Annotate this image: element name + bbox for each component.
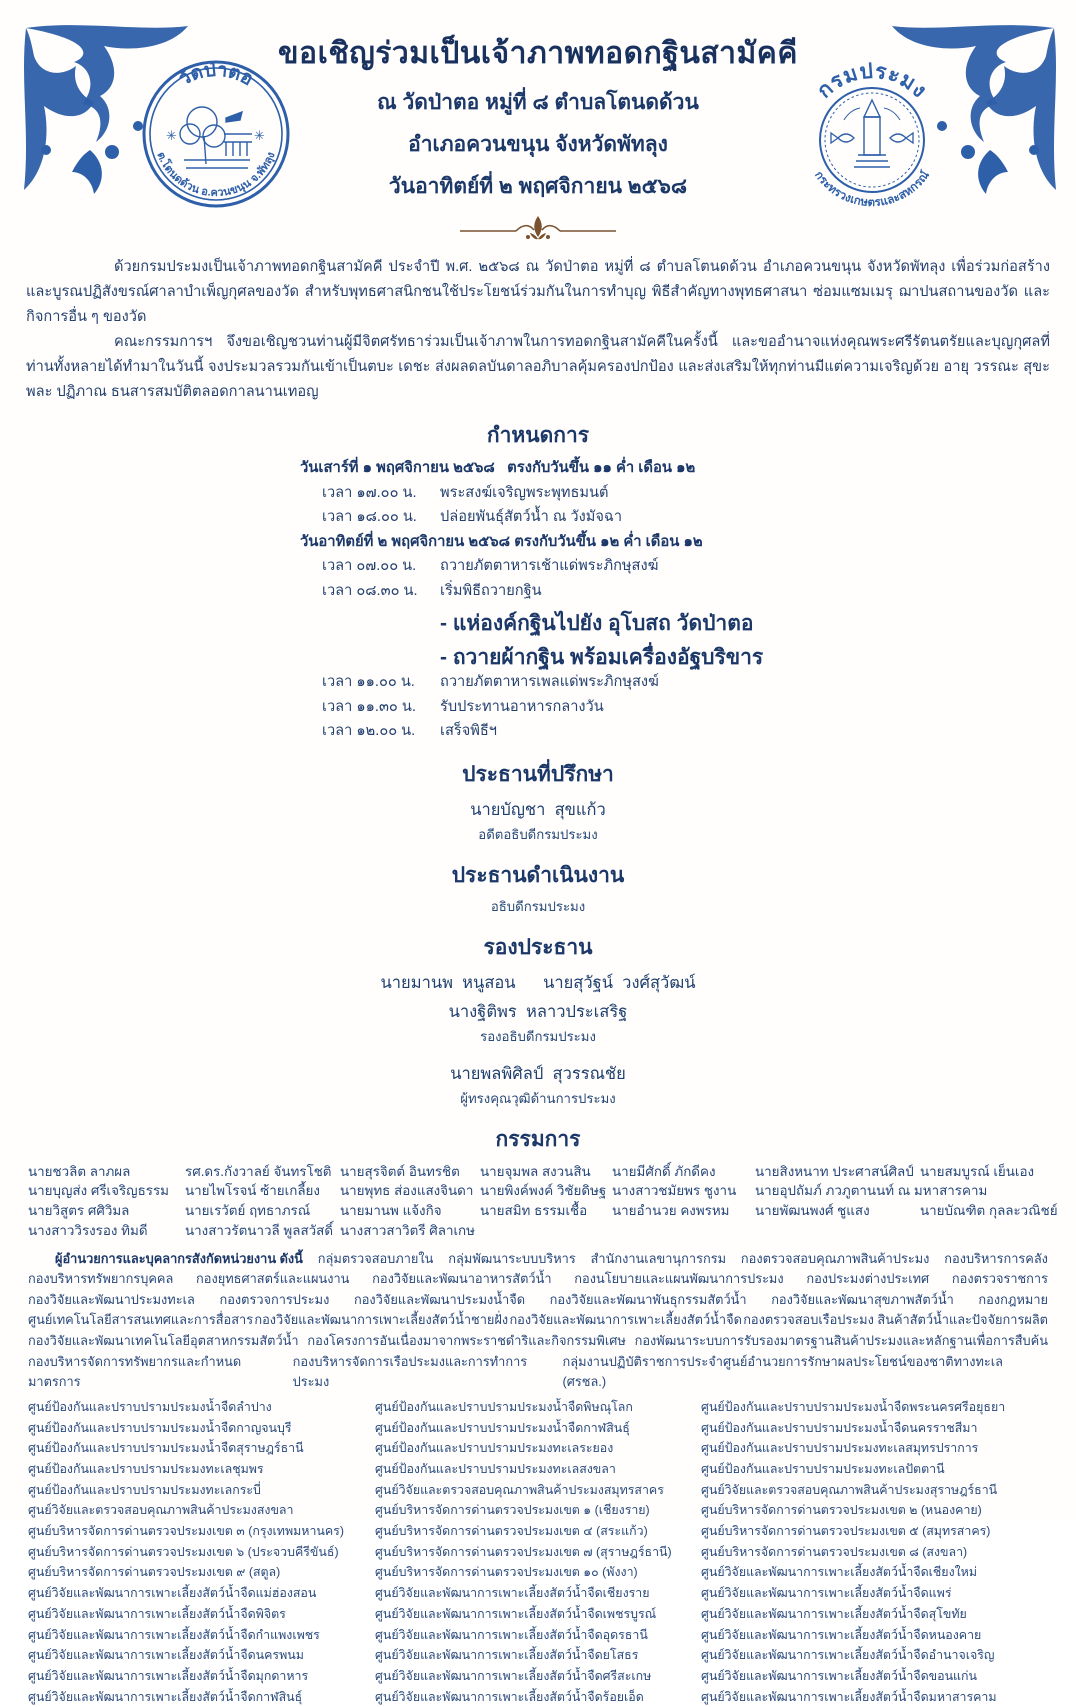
unit-name: กองบริหารทรัพยากรบุคคล	[28, 1271, 174, 1287]
center-name: ศูนย์วิจัยและพัฒนาการเพาะเลี้ยงสัตว์น้ำจืดอุดรธานี	[375, 1627, 648, 1642]
schedule-row	[300, 554, 1076, 579]
unit-name: กองตรวจการประมง	[219, 1291, 330, 1307]
schedule-activity: เสร็จพิธีฯ	[440, 723, 498, 739]
svg-text:วัดป่าตอ: วัดป่าตอ	[175, 59, 257, 91]
schedule-day-header: วันเสาร์ที่ ๑ พฤศจิกายน ๒๕๖๘ ตรงกับวันขึ้น ๑๑ ค่ำ เดือน ๑๒	[300, 460, 696, 476]
district-line: อำเภอควนขนุน จังหวัดพัทลุง	[408, 133, 668, 156]
unit-name: กองวิจัยและพัฒนาประมงน้ำจืด	[353, 1291, 526, 1307]
chair-role: อธิบดีกรมประมง	[490, 898, 586, 914]
unit-name: กองตรวจสอบเรือประมง สินค้าสัตว์น้ำและปัจจัยการผลิต	[743, 1312, 1048, 1328]
center-name: ศูนย์ป้องกันและปราบปรามประมงทะเลชุมพร	[28, 1461, 264, 1476]
committee-member: นายพัฒนพงศ์ ชูแสง	[755, 1203, 870, 1219]
schedule-activity: พระสงฆ์เจริญพระพุทธมนต์	[440, 484, 609, 501]
committee-member: นายวิสูตร ศศิวิมล	[28, 1203, 130, 1219]
committee-empty-cell	[612, 1221, 755, 1241]
venue-line: ณ วัดป่าตอ หมู่ที่ ๘ ตำบลโตนดด้วน	[377, 91, 699, 114]
center-name: ศูนย์ป้องกันและปราบปรามประมงน้ำจืดลำปาง	[28, 1399, 272, 1414]
unit-name: กองนโยบายและแผนพัฒนาการประมง	[574, 1271, 784, 1287]
committee-member: นายมีศักดิ์ ภักดีคง	[612, 1163, 716, 1179]
vice-chair-names-1: นายมานพ หนูสอน นายสุวัฐน์ วงศ์สุวัฒน์	[380, 973, 696, 992]
center-name: ศูนย์บริหารจัดการด่านตรวจประมงเขต ๓ (กรุงเทพมหานคร)	[28, 1524, 344, 1539]
committee-member: นายเรวัตย์ ฤทธาภรณ์	[185, 1203, 311, 1219]
center-name: ศูนย์ป้องกันและปราบปรามประมงทะเลปัตตานี	[701, 1461, 945, 1476]
schedule-heading: กำหนดการ	[486, 424, 590, 447]
center-name: ศูนย์วิจัยและพัฒนาการเพาะเลี้ยงสัตว์น้ำจืดหนองคาย	[701, 1627, 982, 1642]
schedule-time: เวลา ๑๑.๓๐ น.	[322, 698, 416, 715]
schedule-sub-row	[300, 612, 1076, 637]
committee-member: นายสิงหนาท ประศาสน์ศิลป์	[755, 1163, 914, 1179]
committee-member: นายบัณฑิต กุลละวณิชย์	[920, 1203, 1058, 1219]
committee-member: นายไพโรจน์ ซ้ายเกลี้ยง	[185, 1183, 320, 1199]
svg-text:กระทรวงเกษตรและสหกรณ์: กระทรวงเกษตรและสหกรณ์	[812, 169, 932, 210]
center-name: ศูนย์ป้องกันและปราบปรามประมงน้ำจืดนครราชสีมา	[701, 1420, 978, 1435]
center-name: ศูนย์ป้องกันและปราบปรามประมงน้ำจืดพระนครศรีอยุธยา	[701, 1399, 1006, 1414]
unit-name: กองวิจัยและพัฒนาพันธุกรรมสัตว์น้ำ	[549, 1291, 747, 1307]
center-name: ศูนย์ป้องกันและปราบปรามประมงทะเลสมุทรปราการ	[701, 1441, 979, 1456]
center-name: ศูนย์วิจัยและพัฒนาการเพาะเลี้ยงสัตว์น้ำจืดเพชรบูรณ์	[375, 1606, 657, 1621]
schedule-activity: ปล่อยพันธุ์สัตว์น้ำ ณ วังมัจฉา	[440, 509, 623, 525]
committee-member: นางสาวสาวิตรี ศิลาเกษ	[340, 1222, 475, 1238]
schedule-time: เวลา ๑๒.๐๐ น.	[322, 723, 416, 739]
unit-name: สำนักงานเลขานุการกรม	[590, 1250, 727, 1266]
committee-member: นายอำนวย คงพรหม	[612, 1203, 730, 1219]
unit-name: กองตรวจสอบคุณภาพสินค้าประมง	[740, 1250, 930, 1266]
svg-text:✳: ✳	[254, 128, 265, 143]
center-name: ศูนย์วิจัยและพัฒนาการเพาะเลี้ยงสัตว์น้ำจืดขอนแก่น	[701, 1668, 978, 1683]
vice-chair-names-2: นางฐิติพร หลาวประเสริฐ	[448, 1002, 628, 1021]
unit-name: กองโครงการอันเนื่องมาจากพระราชดำริและกิจกรรมพิเศษ	[307, 1333, 626, 1349]
committee-member: นายมานพ แจ้งกิจ	[340, 1203, 442, 1219]
unit-name: กลุ่มงานปฏิบัติราชการประจำศูนย์อำนวยการรักษาผลประโยชน์ของชาติทางทะเล (ศรชล.)	[562, 1353, 1003, 1390]
center-name: ศูนย์วิจัยและพัฒนาการเพาะเลี้ยงสัตว์น้ำจืดศรีสะเกษ	[375, 1668, 652, 1683]
unit-line	[28, 1310, 1048, 1331]
unit-name: กองบริหารจัดการเรือประมงและการทำการประมง	[292, 1353, 528, 1390]
unit-line	[28, 1269, 1048, 1290]
committee-member: นายจุมพล สงวนสิน	[480, 1163, 591, 1179]
unit-name: ศูนย์เทคโนโลยีสารสนเทศและการสื่อสาร	[28, 1312, 254, 1328]
schedule-row	[300, 481, 1076, 506]
unit-name: กองพัฒนาระบบการรับรองมาตรฐานสินค้าประมงและหลักฐานเพื่อการสืบค้น	[634, 1333, 1048, 1349]
committee-member: รศ.ดร.กังวาลย์ จันทรโชติ	[185, 1163, 332, 1179]
committee-empty-cell	[480, 1221, 612, 1241]
center-name: ศูนย์วิจัยและพัฒนาการเพาะเลี้ยงสัตว์น้ำจืดสุโขทัย	[701, 1606, 967, 1621]
unit-line	[28, 1352, 1048, 1393]
unit-name: กองกฎหมาย	[978, 1291, 1048, 1307]
center-name: ศูนย์บริหารจัดการด่านตรวจประมงเขต ๙ (สตูล)	[28, 1565, 281, 1580]
schedule-sub-activity: - แห่องค์กฐินไปยัง อุโบสถ วัดป่าตอ	[440, 612, 754, 635]
unit-name: กองยุทธศาสตร์และแผนงาน	[196, 1271, 350, 1287]
unit-directors-list	[28, 1249, 1048, 1393]
center-name: ศูนย์บริหารจัดการด่านตรวจประมงเขต ๔ (สระแก้ว)	[375, 1524, 648, 1539]
unit-name: กองประมงต่างประเทศ	[806, 1271, 930, 1287]
schedule-row	[300, 670, 1076, 695]
schedule-time-spacer	[322, 646, 440, 671]
center-name: ศูนย์บริหารจัดการด่านตรวจประมงเขต ๗ (สุราษฎร์ธานี)	[375, 1544, 672, 1559]
center-name: ศูนย์วิจัยและพัฒนาการเพาะเลี้ยงสัตว์น้ำจืดร้อยเอ็ด	[375, 1689, 644, 1704]
unit-name: กองวิจัยและพัฒนาสุขภาพสัตว์น้ำ	[771, 1291, 954, 1307]
ornamental-divider-icon	[458, 213, 618, 243]
unit-name: กองวิจัยและพัฒนาประมงทะเล	[28, 1291, 195, 1307]
center-name: ศูนย์บริหารจัดการด่านตรวจประมงเขต ๖ (ประจวบคีรีขันธ์)	[28, 1544, 339, 1559]
committee-empty-cell	[755, 1221, 920, 1241]
committee-grid	[28, 1162, 1076, 1241]
center-name: ศูนย์วิจัยและพัฒนาการเพาะเลี้ยงสัตว์น้ำจืดยโสธร	[375, 1648, 639, 1663]
schedule-time: เวลา ๐๘.๓๐ น.	[322, 582, 418, 599]
committee-member: นายสุรจิตต์ อินทรชิต	[340, 1163, 460, 1179]
committee-member: นายชวลิต ลาภผล	[28, 1163, 131, 1179]
body-paragraphs	[26, 255, 1050, 405]
committee-member: นายพุทธ ส่องแสงจินดา	[340, 1183, 474, 1199]
center-name: ศูนย์ป้องกันและปราบปรามประมงน้ำจืดสุราษฎร์ธานี	[28, 1441, 304, 1456]
schedule-time: เวลา ๑๘.๐๐ น.	[322, 509, 417, 525]
center-name: ศูนย์วิจัยและพัฒนาการเพาะเลี้ยงสัตว์น้ำจืดอำนาจเจริญ	[701, 1648, 995, 1663]
schedule-row	[300, 695, 1076, 720]
unit-name: กองวิจัยและพัฒนาเทคโนโลยีอุตสาหกรรมสัตว์น้ำ	[28, 1333, 299, 1349]
center-name: ศูนย์วิจัยและตรวจสอบคุณภาพสินค้าประมงสุราษฎร์ธานี	[701, 1482, 998, 1497]
committee-member: นางสาวชมัยพร ชูงาน	[612, 1183, 737, 1199]
committee-member: นางสาววิรงรอง ทิมดี	[28, 1222, 148, 1238]
schedule-time: เวลา ๑๗.๐๐ น.	[322, 484, 417, 501]
center-name: ศูนย์ป้องกันและปราบปรามประมงน้ำจืดกาญจนบุรี	[28, 1420, 292, 1435]
center-name: ศูนย์วิจัยและพัฒนาการเพาะเลี้ยงสัตว์น้ำจืดแพร่	[701, 1586, 952, 1601]
schedule-activity: ถวายภัตตาหารเพลแด่พระภิกษุสงฆ์	[440, 674, 659, 690]
schedule-row	[300, 719, 1076, 744]
unit-name: กองบริหารการคลัง	[944, 1250, 1048, 1266]
center-name: ศูนย์วิจัยและพัฒนาการเพาะเลี้ยงสัตว์น้ำจืดพิจิตร	[28, 1606, 286, 1621]
directors-lead: ผู้อำนวยการและบุคลากรสังกัดหน่วยงาน ดังนี้	[55, 1250, 303, 1266]
committee-member: นายสมบูรณ์ เย็นเอง	[920, 1163, 1035, 1179]
intro-paragraph-2: คณะกรรมการฯ จึงขอเชิญชวนท่านผู้มีจิตศรัทธาร่วมเป็นเจ้าภาพในการทอดกฐินสามัคคีในครั้งนี้ และขออำนาจแห่งคุณพระศรีรัตนตรัยและบุญกุศลที่ท่านทั้งหลายได้ทำมาในวันนี้ จงประมวลรวมกันเข้าเป็นตบะ เดชะ ส่งผลดลบันดาลอภิบาลคุ้มครองปกป้อง และส่งเสริมให้ทุกท่านมีแต่ความเจริญด้วย อายุ วรรณะ สุขะ พละ ปฏิภาณ ธนสารสมบัติตลอดกาลนานเทอญ	[26, 334, 1050, 400]
unit-name: กองวิจัยและพัฒนาการเพาะเลี้ยงสัตว์น้ำชายฝั่ง	[254, 1312, 509, 1328]
center-name: ศูนย์วิจัยและพัฒนาการเพาะเลี้ยงสัตว์น้ำจืดเชียงราย	[375, 1586, 650, 1601]
center-name: ศูนย์ป้องกันและปราบปรามประมงทะเลระยอง	[375, 1441, 614, 1456]
schedule-time: เวลา ๑๑.๐๐ น.	[322, 674, 415, 690]
center-name: ศูนย์วิจัยและตรวจสอบคุณภาพสินค้าประมงสงขลา	[28, 1503, 294, 1518]
unit-name: กองวิจัยและพัฒนาอาหารสัตว์น้ำ	[372, 1271, 552, 1287]
intro-paragraph-1: ด้วยกรมประมงเป็นเจ้าภาพทอดกฐินสามัคคี ประจำปี พ.ศ. ๒๕๖๘ ณ วัดป่าตอ หมู่ที่ ๘ ตำบลโตนดด้วน อำเภอควนขนุน จังหวัดพัทลุง เพื่อร่วมก่อสร้างและบูรณปฏิสังขรณ์ศาลาบำเพ็ญกุศลของวัด สำหรับพุทธศาสนิกชนใช้ประโยชน์ร่วมกันในการทำบุญ พิธีสำคัญทางพุทธศาสนา ซ่อมแซมเมรุ ฌาปนสถานของวัด และกิจการอื่น ๆ ของวัด	[26, 259, 1050, 325]
date-line: วันอาทิตย์ที่ ๒ พฤศจิกายน ๒๕๖๘	[388, 175, 688, 198]
unit-name: กองบริหารจัดการทรัพยากรและกำหนดมาตรการ	[28, 1353, 242, 1390]
center-name: ศูนย์บริหารจัดการด่านตรวจประมงเขต ๑ (เชียงราย)	[375, 1503, 650, 1518]
svg-text:กรมประมง: กรมประมง	[812, 59, 932, 103]
schedule-sub-row	[300, 646, 1076, 671]
center-name: ศูนย์วิจัยและพัฒนาการเพาะเลี้ยงสัตว์น้ำจืดกำแพงเพชร	[28, 1627, 320, 1642]
center-name: ศูนย์บริหารจัดการด่านตรวจประมงเขต ๑๐ (พังงา)	[375, 1565, 638, 1580]
chair-heading: ประธานดำเนินงาน	[451, 863, 625, 887]
provincial-centers-grid	[28, 1397, 1076, 1707]
center-name: ศูนย์วิจัยและพัฒนาการเพาะเลี้ยงสัตว์น้ำจืดเชียงใหม่	[701, 1565, 978, 1580]
advisor-role: อดีตอธิบดีกรมประมง	[478, 826, 598, 842]
schedule	[300, 456, 1076, 744]
committee-empty-cell	[920, 1221, 1076, 1241]
schedule-sub-activity: - ถวายผ้ากฐิน พร้อมเครื่องอัฐบริขาร	[440, 645, 764, 669]
committee-member: นางสาวรัตนาวลี พูลสวัสดิ์	[185, 1222, 334, 1238]
center-name: ศูนย์วิจัยและตรวจสอบคุณภาพสินค้าประมงสมุทรสาคร	[375, 1482, 664, 1497]
schedule-activity: เริ่มพิธีถวายกฐิน	[440, 582, 542, 599]
schedule-row	[300, 579, 1076, 604]
unit-name: กองวิจัยและพัฒนาการเพาะเลี้ยงสัตว์น้ำจืด	[509, 1312, 742, 1328]
center-name: ศูนย์บริหารจัดการด่านตรวจประมงเขต ๒ (หนองคาย)	[701, 1503, 982, 1518]
committee-member: นายอุปถัมภ์ ภวภูตานนท์ ณ มหาสารคาม	[755, 1183, 988, 1199]
center-name: ศูนย์ป้องกันและปราบปรามประมงทะเลกระบี่	[28, 1482, 261, 1497]
schedule-time: เวลา ๐๗.๐๐ น.	[322, 558, 417, 574]
schedule-time-spacer	[322, 612, 440, 637]
center-name: ศูนย์วิจัยและพัฒนาการเพาะเลี้ยงสัตว์น้ำจืดนครพนม	[28, 1648, 304, 1663]
unit-line	[28, 1249, 1048, 1270]
center-name: ศูนย์วิจัยและพัฒนาการเพาะเลี้ยงสัตว์น้ำจืดมุกดาหาร	[28, 1668, 309, 1683]
unit-line	[28, 1331, 1048, 1352]
vice-chair-heading: รองประธาน	[483, 935, 593, 959]
committee-member: นายพิงค์พงค์ วิชัยดิษฐ	[480, 1183, 607, 1199]
svg-text:ต.โตนดด้วน อ.ควนขนุน จ.พัทลุง: ต.โตนดด้วน อ.ควนขนุน จ.พัทลุง	[154, 150, 278, 200]
unit-name: กลุ่มตรวจสอบภายใน	[317, 1250, 434, 1266]
page-title: ขอเชิญร่วมเป็นเจ้าภาพทอดกฐินสามัคคี	[278, 37, 798, 70]
temple-seal-icon	[140, 56, 292, 212]
center-name: ศูนย์บริหารจัดการด่านตรวจประมงเขต ๕ (สมุทรสาคร)	[701, 1524, 991, 1539]
advisor-heading: ประธานที่ปรึกษา	[462, 762, 614, 786]
schedule-activity: รับประทานอาหารกลางวัน	[440, 698, 604, 715]
committee-heading: กรรมการ	[495, 1127, 581, 1151]
schedule-day-header: วันอาทิตย์ที่ ๒ พฤศจิกายน ๒๕๖๘ ตรงกับวันขึ้น ๑๒ ค่ำ เดือน ๑๒	[300, 533, 703, 550]
unit-name: กองตรวจราชการ	[951, 1271, 1048, 1287]
unit-line	[28, 1290, 1048, 1311]
vice-chair-role: รองอธิบดีกรมประมง	[480, 1028, 596, 1044]
svg-text:✳: ✳	[166, 128, 177, 143]
expert-role: ผู้ทรงคุณวุฒิด้านการประมง	[460, 1090, 616, 1106]
center-name: ศูนย์บริหารจัดการด่านตรวจประมงเขต ๘ (สงขลา)	[701, 1544, 968, 1559]
center-name: ศูนย์วิจัยและพัฒนาการเพาะเลี้ยงสัตว์น้ำจืดกาฬสินธุ์	[28, 1689, 303, 1704]
committee-member: นายสมิท ธรรมเชื้อ	[480, 1203, 588, 1219]
schedule-activity: ถวายภัตตาหารเช้าแด่พระภิกษุสงฆ์	[440, 558, 659, 574]
center-name: ศูนย์ป้องกันและปราบปรามประมงทะเลสงขลา	[375, 1461, 616, 1476]
center-name: ศูนย์ป้องกันและปราบปรามประมงน้ำจืดพิษณุโลก	[375, 1399, 633, 1414]
committee-member: นายบุญส่ง ศรีเจริญธรรม	[28, 1183, 169, 1199]
center-name: ศูนย์ป้องกันและปราบปรามประมงน้ำจืดกาฬสินธุ์	[375, 1420, 630, 1435]
expert-name: นายพลพิศิลป์ สุวรรณชัย	[450, 1064, 626, 1083]
advisor-name: นายบัญชา สุขแก้ว	[470, 800, 606, 819]
center-name: ศูนย์วิจัยและพัฒนาการเพาะเลี้ยงสัตว์น้ำจืดมหาสารคาม	[701, 1689, 997, 1704]
schedule-row	[300, 505, 1076, 530]
fisheries-department-seal-icon	[786, 42, 958, 218]
center-name: ศูนย์วิจัยและพัฒนาการเพาะเลี้ยงสัตว์น้ำจืดแม่ฮ่องสอน	[28, 1586, 317, 1601]
unit-name: กลุ่มพัฒนาระบบบริหาร	[448, 1250, 576, 1266]
